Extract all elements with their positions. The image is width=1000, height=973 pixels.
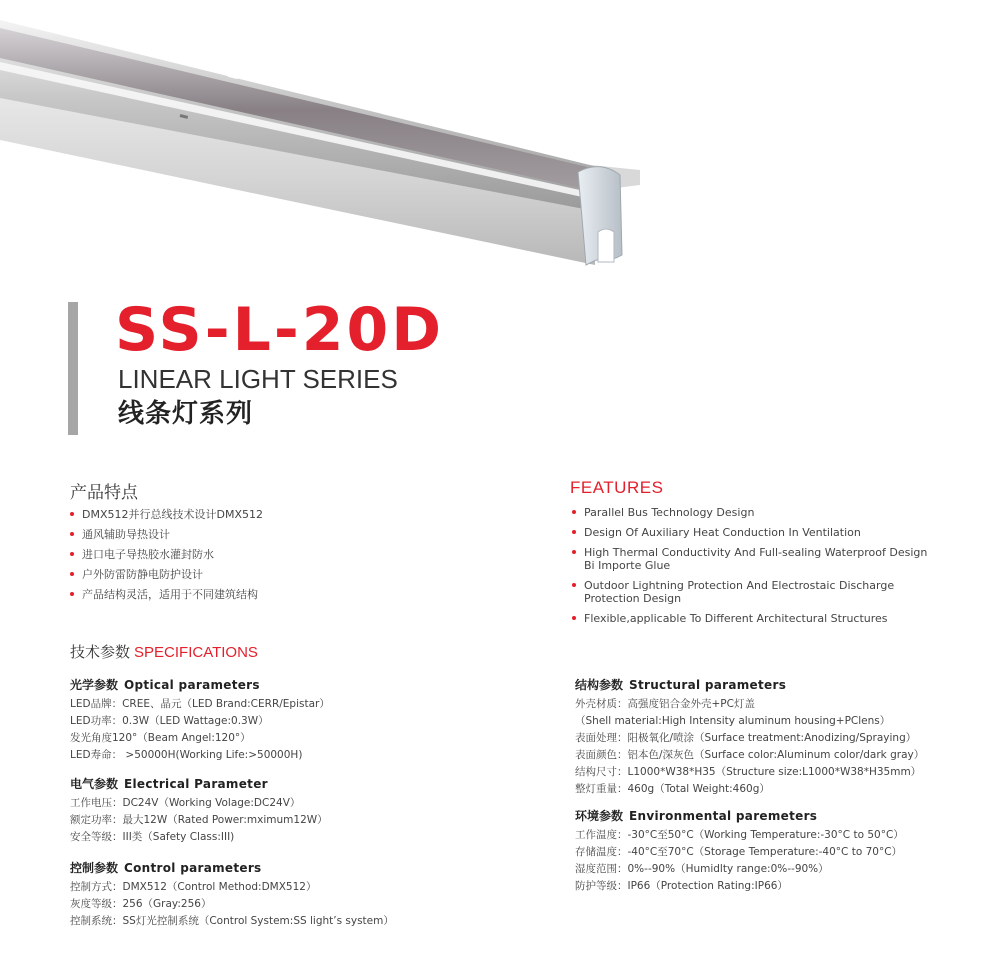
- spec-line: （Shell material:High Intensity aluminum housing+PClens）: [575, 715, 891, 727]
- group-heading: [70, 677, 330, 693]
- group-heading-cn: 控制参数: [70, 861, 119, 875]
- spec-line: 表面处理：阳极氧化/喷涂（Surface treatment:Anodizing/Spraying）: [575, 732, 917, 744]
- group-heading-cn: 电气参数: [70, 777, 119, 791]
- group-heading-en: Structural parameters: [629, 678, 787, 692]
- features-title-en: FEATURES: [570, 478, 664, 497]
- spec-line: 灰度等级：256（Gray:256）: [70, 898, 212, 910]
- spec-line: 额定功率：最大12W（Rated Power:mximum12W）: [70, 814, 328, 826]
- spec-line: LED寿命： >50000H(Working Life:>50000H): [70, 749, 303, 761]
- spec-line: LED功率：0.3W（LED Wattage:0.3W）: [70, 715, 269, 727]
- features-list-en: [572, 506, 932, 632]
- group-heading: [575, 677, 924, 693]
- optical-parameters: [70, 677, 330, 764]
- feature-item: Outdoor Lightning Protection And Electrostaic Discharge Protection Design: [572, 579, 932, 605]
- spec-line: 防护等级：IP66（Protection Rating:IP66）: [575, 880, 788, 892]
- spec-line: 工作电压：DC24V（Working Volage:DC24V）: [70, 797, 301, 809]
- environmental-parameters: [575, 808, 904, 895]
- group-heading-cn: 结构参数: [575, 678, 624, 692]
- features-list-cn: [70, 508, 490, 608]
- product-image: [0, 0, 650, 290]
- spec-line: 表面颜色：铝本色/深灰色（Surface color:Aluminum color/dark gray）: [575, 749, 925, 761]
- specifications-title: [70, 641, 258, 662]
- feature-item: Design Of Auxiliary Heat Conduction In Ventilation: [572, 526, 932, 539]
- spec-line: 湿度范围：0%--90%（Humidlty range:0%--90%）: [575, 863, 829, 875]
- spec-line: LED品牌：CREE、晶元（LED Brand:CERR/Epistar）: [70, 698, 330, 710]
- group-heading-en: Electrical Parameter: [124, 777, 268, 791]
- series-title-en: LINEAR LIGHT SERIES: [118, 364, 398, 394]
- spec-line: 整灯重量：460g（Total Weight:460g）: [575, 783, 770, 795]
- structural-parameters: [575, 677, 924, 798]
- group-heading: [575, 808, 904, 824]
- group-heading-en: Optical parameters: [124, 678, 260, 692]
- feature-item: 通风辅助导热设计: [70, 528, 490, 541]
- feature-item: DMX512并行总线技术设计DMX512: [70, 508, 490, 521]
- group-heading-en: Control parameters: [124, 861, 262, 875]
- feature-item: Parallel Bus Technology Design: [572, 506, 932, 519]
- features-title-cn: 产品特点: [70, 483, 138, 503]
- feature-item: Flexible,applicable To Different Architectural Structures: [572, 612, 932, 625]
- electrical-parameters: [70, 776, 328, 846]
- spec-line: 发光角度120°（Beam Angel:120°）: [70, 732, 251, 744]
- group-heading-en: Environmental paremeters: [629, 809, 818, 823]
- feature-item: 产品结构灵活，适用于不同建筑结构: [70, 588, 490, 601]
- feature-item: High Thermal Conductivity And Full-sealing Waterproof Design Bi Importe Glue: [572, 546, 932, 572]
- spec-line: 存储温度：-40°C至70°C（Storage Temperature:-40°C to 70°C）: [575, 846, 903, 858]
- series-title-cn: 线条灯系列: [118, 399, 254, 429]
- group-heading-cn: 环境参数: [575, 809, 624, 823]
- feature-item: 进口电子导热胶水灌封防水: [70, 548, 490, 561]
- spec-line: 工作温度：-30°C至50°C（Working Temperature:-30°C to 50°C）: [575, 829, 904, 841]
- spec-line: 外壳材质：高强度铝合金外壳+PC灯盖: [575, 698, 755, 710]
- control-parameters: [70, 860, 394, 930]
- group-heading-cn: 光学参数: [70, 678, 119, 692]
- group-heading: [70, 860, 394, 876]
- spec-line: 结构尺寸：L1000*W38*H35（Structure size:L1000*W38*H35mm）: [575, 766, 922, 778]
- specifications-title-en: SPECIFICATIONS: [134, 644, 258, 661]
- spec-line: 控制系统：SS灯光控制系统（Control System:SS light’s system）: [70, 915, 394, 927]
- feature-item: 户外防雷防静电防护设计: [70, 568, 490, 581]
- spec-line: 控制方式：DMX512（Control Method:DMX512）: [70, 881, 317, 893]
- group-heading: [70, 776, 328, 792]
- product-model: SS-L-20D: [115, 295, 445, 365]
- spec-line: 安全等级：III类（Safety Class:III): [70, 831, 235, 843]
- title-accent-bar: [68, 302, 78, 435]
- specifications-title-cn: 技术参数: [70, 643, 131, 661]
